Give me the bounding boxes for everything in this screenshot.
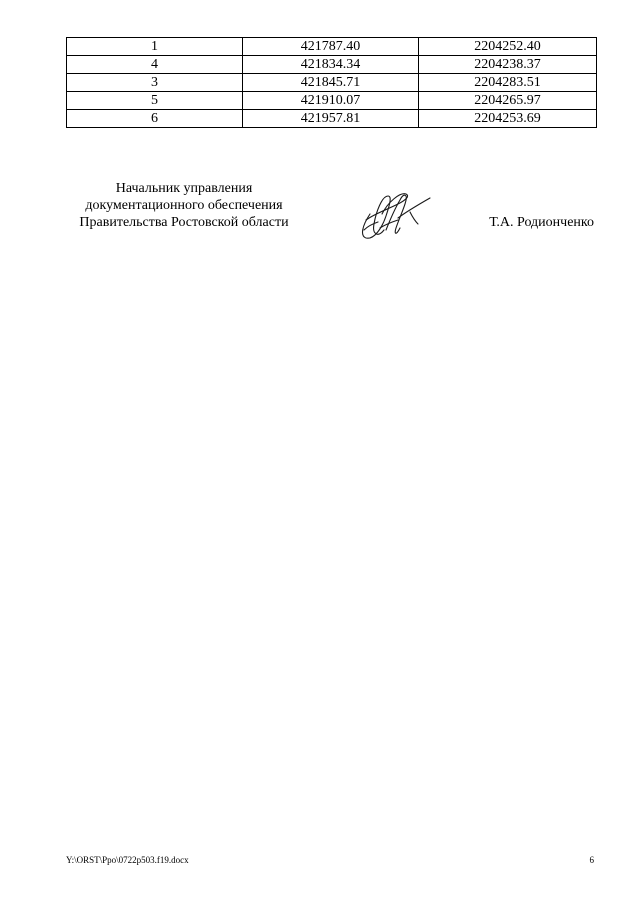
- y-coordinate-cell: 2204252.40: [419, 38, 597, 56]
- point-number-cell: 4: [67, 56, 243, 74]
- handwritten-signature: [352, 184, 434, 242]
- footer-file-path: Y:\ORST\Ppo\0722p503.f19.docx: [66, 855, 189, 865]
- y-coordinate-cell: 2204253.69: [419, 110, 597, 128]
- y-coordinate-cell: 2204238.37: [419, 56, 597, 74]
- x-coordinate-cell: 421910.07: [243, 92, 419, 110]
- y-coordinate-cell: 2204283.51: [419, 74, 597, 92]
- table-row: [67, 110, 597, 128]
- position-line: документационного обеспечения: [85, 198, 283, 213]
- position-line: Правительства Ростовской области: [79, 215, 289, 230]
- coordinates-table: [66, 37, 597, 128]
- position-line: Начальник управления: [115, 181, 253, 196]
- x-coordinate-cell: 421957.81: [243, 110, 419, 128]
- table-row: [67, 92, 597, 110]
- point-number-cell: 3: [67, 74, 243, 92]
- x-coordinate-cell: 421834.34: [243, 56, 419, 74]
- table-row: [67, 74, 597, 92]
- page-number: 6: [589, 855, 594, 865]
- x-coordinate-cell: 421787.40: [243, 38, 419, 56]
- x-coordinate-cell: 421845.71: [243, 74, 419, 92]
- signer-name: Т.А. Родионченко: [489, 215, 594, 230]
- point-number-cell: 1: [67, 38, 243, 56]
- y-coordinate-cell: 2204265.97: [419, 92, 597, 110]
- point-number-cell: 6: [67, 110, 243, 128]
- point-number-cell: 5: [67, 92, 243, 110]
- table-row: [67, 38, 597, 56]
- table-row: [67, 56, 597, 74]
- signatory-position: [66, 180, 302, 231]
